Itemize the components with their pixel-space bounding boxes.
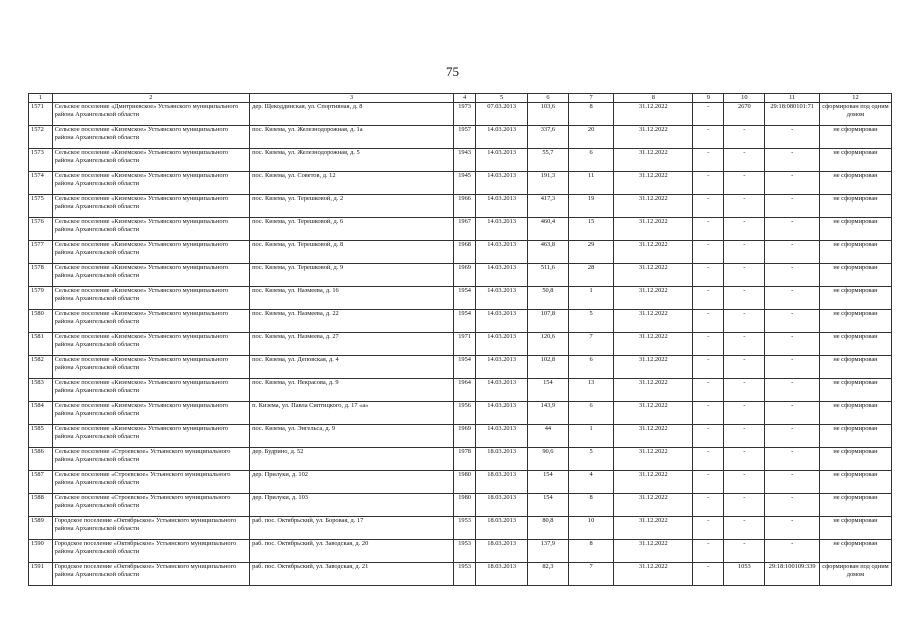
table-cell: дер. Прилуки, д. 102: [250, 471, 454, 494]
table-cell: 55,7: [527, 149, 568, 172]
table-cell: пос. Кизема, ул. Терешковой, д. 8: [250, 241, 454, 264]
table-row: [29, 310, 892, 333]
table-cell: пос. Кизема, ул. Некрасова, д. 9: [250, 379, 454, 402]
table-cell: сформирован под одним домом: [819, 103, 891, 126]
table-cell: Сельское поселение «Киземское» Устьянского муниципального района Архангельской области: [52, 402, 249, 425]
table-row: [29, 379, 892, 402]
table-cell: 120,6: [527, 333, 568, 356]
table-cell: 15: [568, 218, 613, 241]
table-cell: 31.12.2022: [614, 540, 693, 563]
table-cell: 14.03.2013: [476, 402, 527, 425]
table-cell: 5: [568, 310, 613, 333]
column-header: 1: [29, 94, 53, 103]
table-cell: не сформирован: [819, 402, 891, 425]
table-cell: -: [693, 356, 724, 379]
registry-table: [28, 93, 892, 586]
table-cell: не сформирован: [819, 494, 891, 517]
table-cell: Сельское поселение «Киземское» Устьянского муниципального района Архангельской области: [52, 195, 249, 218]
table-cell: 1578: [29, 264, 53, 287]
table-cell: -: [693, 241, 724, 264]
table-cell: 31.12.2022: [614, 425, 693, 448]
table-cell: Сельское поселение «Киземское» Устьянского муниципального района Архангельской области: [52, 218, 249, 241]
table-cell: -: [724, 402, 765, 425]
table-cell: 31.12.2022: [614, 264, 693, 287]
table-cell: не сформирован: [819, 218, 891, 241]
table-cell: 7: [568, 563, 613, 586]
table-cell: -: [693, 402, 724, 425]
table-cell: пос. Кизема, ул. Энгельса, д. 9: [250, 425, 454, 448]
table-cell: 1967: [453, 218, 476, 241]
table-cell: -: [724, 540, 765, 563]
table-cell: пос. Кизема, ул. Железнодорожная, д. 5: [250, 149, 454, 172]
table-cell: 6: [568, 149, 613, 172]
table-cell: раб. пос. Октябрьский, ул. Заводская, д. 21: [250, 563, 454, 586]
table-cell: -: [693, 126, 724, 149]
table-cell: пос. Кизема, ул. Назмеева, д. 27: [250, 333, 454, 356]
table-cell: дер. Будрино, д. 52: [250, 448, 454, 471]
table-cell: пос. Кизема, ул. Железнодорожная, д. 1а: [250, 126, 454, 149]
table-cell: 1572: [29, 126, 53, 149]
table-cell: 14.03.2013: [476, 425, 527, 448]
table-cell: не сформирован: [819, 471, 891, 494]
table-cell: 1576: [29, 218, 53, 241]
table-row: [29, 517, 892, 540]
table-row: [29, 218, 892, 241]
table-cell: -: [724, 264, 765, 287]
table-cell: 6: [568, 356, 613, 379]
table-row: [29, 241, 892, 264]
table-cell: 31.12.2022: [614, 379, 693, 402]
table-cell: 18.03.2013: [476, 494, 527, 517]
table-cell: -: [724, 149, 765, 172]
table-cell: 1980: [453, 494, 476, 517]
table-cell: 31.12.2022: [614, 103, 693, 126]
table-cell: -: [724, 195, 765, 218]
table-cell: п. Кизема, ул. Павла Сиптицкого, д. 17 «а»: [250, 402, 454, 425]
table-cell: 50,8: [527, 287, 568, 310]
table-cell: 417,3: [527, 195, 568, 218]
table-cell: 31.12.2022: [614, 149, 693, 172]
table-cell: 1954: [453, 310, 476, 333]
table-cell: 31.12.2022: [614, 126, 693, 149]
table-cell: 102,8: [527, 356, 568, 379]
table-cell: не сформирован: [819, 149, 891, 172]
table-cell: 107,8: [527, 310, 568, 333]
table-cell: 1587: [29, 471, 53, 494]
table-cell: 8: [568, 103, 613, 126]
table-cell: 463,8: [527, 241, 568, 264]
table-cell: 1980: [453, 471, 476, 494]
table-row: [29, 126, 892, 149]
table-cell: 1583: [29, 379, 53, 402]
table-cell: Сельское поселение «Киземское» Устьянского муниципального района Архангельской области: [52, 241, 249, 264]
table-cell: -: [765, 195, 820, 218]
table-cell: 1591: [29, 563, 53, 586]
table-cell: Сельское поселение «Строевское» Устьянского муниципального района Архангельской области: [52, 494, 249, 517]
table-cell: не сформирован: [819, 310, 891, 333]
table-cell: 103,6: [527, 103, 568, 126]
table-cell: 1957: [453, 126, 476, 149]
table-cell: 137,9: [527, 540, 568, 563]
table-cell: -: [765, 264, 820, 287]
table-cell: не сформирован: [819, 356, 891, 379]
table-cell: -: [765, 540, 820, 563]
table-cell: 10: [568, 517, 613, 540]
table-cell: не сформирован: [819, 333, 891, 356]
table-cell: -: [765, 218, 820, 241]
table-cell: 511,6: [527, 264, 568, 287]
table-cell: 191,3: [527, 172, 568, 195]
column-header: 3: [250, 94, 454, 103]
table-cell: 29:18:100109:339: [765, 563, 820, 586]
table-cell: -: [693, 149, 724, 172]
table-cell: 14.03.2013: [476, 264, 527, 287]
column-header: 6: [527, 94, 568, 103]
table-cell: не сформирован: [819, 425, 891, 448]
table-cell: не сформирован: [819, 517, 891, 540]
table-cell: 18.03.2013: [476, 540, 527, 563]
table-cell: 337,6: [527, 126, 568, 149]
table-cell: не сформирован: [819, 264, 891, 287]
table-cell: 1579: [29, 287, 53, 310]
column-header: 10: [724, 94, 765, 103]
column-header: 8: [614, 94, 693, 103]
table-cell: 18.03.2013: [476, 517, 527, 540]
table-cell: Сельское поселение «Киземское» Устьянского муниципального района Архангельской области: [52, 425, 249, 448]
table-cell: -: [724, 333, 765, 356]
table-cell: Сельское поселение «Строевское» Устьянского муниципального района Архангельской области: [52, 471, 249, 494]
table-cell: -: [693, 425, 724, 448]
table-cell: -: [765, 287, 820, 310]
table-cell: -: [724, 126, 765, 149]
table-cell: Городское поселение «Октябрьское» Устьянского муниципального района Архангельской области: [52, 563, 249, 586]
table-cell: -: [765, 241, 820, 264]
table-cell: -: [724, 241, 765, 264]
table-cell: 14.03.2013: [476, 333, 527, 356]
table-cell: Сельское поселение «Дмитриевское» Устьянского муниципального района Архангельской области: [52, 103, 249, 126]
table-cell: -: [693, 310, 724, 333]
table-cell: 29: [568, 241, 613, 264]
table-cell: 1954: [453, 356, 476, 379]
table-cell: пос. Кизема, ул. Терешковой, д. 9: [250, 264, 454, 287]
table-cell: -: [724, 494, 765, 517]
table-cell: 14.03.2013: [476, 287, 527, 310]
table-row: [29, 356, 892, 379]
table-cell: -: [693, 264, 724, 287]
table-cell: Сельское поселение «Киземское» Устьянского муниципального района Архангельской области: [52, 149, 249, 172]
table-cell: 14.03.2013: [476, 172, 527, 195]
table-row: [29, 264, 892, 287]
table-cell: 1: [568, 425, 613, 448]
table-cell: -: [765, 494, 820, 517]
table-cell: 1590: [29, 540, 53, 563]
table-cell: Сельское поселение «Киземское» Устьянского муниципального района Архангельской области: [52, 356, 249, 379]
table-cell: 154: [527, 379, 568, 402]
column-header: 2: [52, 94, 249, 103]
table-cell: Сельское поселение «Строевское» Устьянского муниципального района Архангельской области: [52, 448, 249, 471]
table-cell: 14.03.2013: [476, 126, 527, 149]
table-cell: 90,6: [527, 448, 568, 471]
table-cell: пос. Кизема, ул. Советов, д. 12: [250, 172, 454, 195]
table-cell: сформирован под одним домом: [819, 563, 891, 586]
table-cell: -: [693, 218, 724, 241]
table-cell: 14.03.2013: [476, 241, 527, 264]
table-cell: 82,3: [527, 563, 568, 586]
table-cell: не сформирован: [819, 448, 891, 471]
table-body: [29, 103, 892, 586]
table-cell: 1969: [453, 264, 476, 287]
table-cell: 1969: [453, 425, 476, 448]
table-cell: 1978: [453, 448, 476, 471]
table-cell: -: [724, 356, 765, 379]
table-cell: не сформирован: [819, 126, 891, 149]
table-cell: 2670: [724, 103, 765, 126]
table-cell: пос. Кизема, ул. Назмеева, д. 22: [250, 310, 454, 333]
table-cell: дер. Прилуки, д. 103: [250, 494, 454, 517]
table-cell: -: [724, 425, 765, 448]
table-cell: 1945: [453, 172, 476, 195]
table-cell: -: [724, 379, 765, 402]
table-cell: -: [765, 402, 820, 425]
column-header: 11: [765, 94, 820, 103]
table-row: [29, 333, 892, 356]
table-cell: раб. пос. Октябрьский, ул. Боровая, д. 17: [250, 517, 454, 540]
table-cell: 1953: [453, 517, 476, 540]
table-row: [29, 172, 892, 195]
table-cell: 14.03.2013: [476, 195, 527, 218]
page-number: 75: [446, 64, 459, 79]
table-cell: 1954: [453, 287, 476, 310]
table-cell: Сельское поселение «Киземское» Устьянского муниципального района Архангельской области: [52, 287, 249, 310]
table-cell: 1973: [453, 103, 476, 126]
table-cell: пос. Кизема, ул. Деповская, д. 4: [250, 356, 454, 379]
table-cell: не сформирован: [819, 540, 891, 563]
table-cell: -: [765, 448, 820, 471]
table-row: [29, 471, 892, 494]
table-cell: 14.03.2013: [476, 218, 527, 241]
table-cell: 1571: [29, 103, 53, 126]
table-cell: дер. Щекоддинская, ул. Спортивная, д. 8: [250, 103, 454, 126]
column-header: 4: [453, 94, 476, 103]
column-header: 7: [568, 94, 613, 103]
table-cell: 28: [568, 264, 613, 287]
table-cell: -: [724, 448, 765, 471]
table-cell: 1953: [453, 563, 476, 586]
table-cell: 1573: [29, 149, 53, 172]
table-cell: 19: [568, 195, 613, 218]
table-cell: 31.12.2022: [614, 333, 693, 356]
table-cell: Сельское поселение «Киземское» Устьянского муниципального района Архангельской области: [52, 310, 249, 333]
table-cell: 1943: [453, 149, 476, 172]
table-cell: Сельское поселение «Киземское» Устьянского муниципального района Архангельской области: [52, 333, 249, 356]
table-cell: -: [724, 172, 765, 195]
table-row: [29, 494, 892, 517]
table-cell: -: [724, 218, 765, 241]
column-number-row: [29, 94, 892, 103]
column-header: 12: [819, 94, 891, 103]
table-cell: 31.12.2022: [614, 517, 693, 540]
table-cell: Сельское поселение «Киземское» Устьянского муниципального района Архангельской области: [52, 264, 249, 287]
table-cell: -: [765, 126, 820, 149]
table-cell: 31.12.2022: [614, 402, 693, 425]
table-cell: -: [693, 540, 724, 563]
table-cell: -: [693, 103, 724, 126]
table-cell: не сформирован: [819, 241, 891, 264]
table-cell: не сформирован: [819, 172, 891, 195]
table-cell: 1575: [29, 195, 53, 218]
table-row: [29, 425, 892, 448]
table-cell: 31.12.2022: [614, 195, 693, 218]
table-cell: -: [724, 310, 765, 333]
table-cell: 11: [568, 172, 613, 195]
table-cell: 18.03.2013: [476, 471, 527, 494]
table-cell: 1956: [453, 402, 476, 425]
table-cell: -: [765, 379, 820, 402]
table-cell: -: [693, 379, 724, 402]
table-cell: -: [693, 195, 724, 218]
table-cell: 14.03.2013: [476, 379, 527, 402]
table-cell: -: [765, 471, 820, 494]
table-row: [29, 195, 892, 218]
table-cell: 20: [568, 126, 613, 149]
table-cell: 5: [568, 448, 613, 471]
table-cell: 1964: [453, 379, 476, 402]
table-cell: 31.12.2022: [614, 494, 693, 517]
table-cell: 1968: [453, 241, 476, 264]
table-cell: 1966: [453, 195, 476, 218]
table-cell: 460,4: [527, 218, 568, 241]
table-row: [29, 287, 892, 310]
table-cell: -: [724, 517, 765, 540]
table-cell: 1574: [29, 172, 53, 195]
table-cell: -: [693, 172, 724, 195]
table-cell: 31.12.2022: [614, 287, 693, 310]
table-cell: 1588: [29, 494, 53, 517]
table-cell: -: [724, 287, 765, 310]
table-cell: -: [693, 563, 724, 586]
table-cell: 18.03.2013: [476, 448, 527, 471]
table-cell: 1585: [29, 425, 53, 448]
table-cell: 13: [568, 379, 613, 402]
table-cell: 31.12.2022: [614, 172, 693, 195]
table-cell: 1: [568, 287, 613, 310]
table-cell: 44: [527, 425, 568, 448]
table-cell: пос. Кизема, ул. Терешковой, д. 6: [250, 218, 454, 241]
table-cell: Сельское поселение «Киземское» Устьянского муниципального района Архангельской области: [52, 379, 249, 402]
table-cell: не сформирован: [819, 379, 891, 402]
table-cell: 31.12.2022: [614, 448, 693, 471]
table-cell: 07.03.2013: [476, 103, 527, 126]
table-cell: 14.03.2013: [476, 149, 527, 172]
table-cell: 154: [527, 494, 568, 517]
table-row: [29, 149, 892, 172]
table-cell: 14.03.2013: [476, 310, 527, 333]
table-cell: -: [693, 287, 724, 310]
table-cell: 18.03.2013: [476, 563, 527, 586]
table-cell: 31.12.2022: [614, 218, 693, 241]
table-cell: -: [724, 471, 765, 494]
table-cell: Городское поселение «Октябрьское» Устьянского муниципального района Архангельской области: [52, 517, 249, 540]
column-header: 9: [693, 94, 724, 103]
table-cell: не сформирован: [819, 287, 891, 310]
table-cell: 1582: [29, 356, 53, 379]
table-cell: 31.12.2022: [614, 310, 693, 333]
table-cell: 1580: [29, 310, 53, 333]
table-cell: 154: [527, 471, 568, 494]
table-row: [29, 563, 892, 586]
table-cell: 1581: [29, 333, 53, 356]
table-cell: 1577: [29, 241, 53, 264]
table-cell: 31.12.2022: [614, 471, 693, 494]
column-header: 5: [476, 94, 527, 103]
table-cell: -: [693, 471, 724, 494]
table-cell: 143,9: [527, 402, 568, 425]
table-cell: пос. Кизема, ул. Назмеева, д. 16: [250, 287, 454, 310]
table-row: [29, 402, 892, 425]
table-cell: 1589: [29, 517, 53, 540]
table-cell: Сельское поселение «Киземское» Устьянского муниципального района Архангельской области: [52, 172, 249, 195]
table-cell: -: [765, 333, 820, 356]
table-cell: 4: [568, 471, 613, 494]
table-cell: 31.12.2022: [614, 241, 693, 264]
table-cell: Сельское поселение «Киземское» Устьянского муниципального района Архангельской области: [52, 126, 249, 149]
table-cell: 6: [568, 402, 613, 425]
table-cell: -: [765, 310, 820, 333]
table-row: [29, 448, 892, 471]
table-cell: 1586: [29, 448, 53, 471]
table-cell: -: [765, 172, 820, 195]
table-cell: 14.03.2013: [476, 356, 527, 379]
table-cell: 8: [568, 494, 613, 517]
table-cell: -: [693, 333, 724, 356]
table-cell: -: [693, 494, 724, 517]
table-cell: 1971: [453, 333, 476, 356]
table-cell: 29:18:080101:71: [765, 103, 820, 126]
table-cell: -: [765, 425, 820, 448]
table-cell: 31.12.2022: [614, 563, 693, 586]
table-cell: 31.12.2022: [614, 356, 693, 379]
table-cell: 1953: [453, 540, 476, 563]
table-cell: раб. пос. Октябрьский, ул. Заводская, д. 20: [250, 540, 454, 563]
table-cell: 7: [568, 333, 613, 356]
table-cell: -: [765, 517, 820, 540]
table-cell: 8: [568, 540, 613, 563]
table-cell: 1053: [724, 563, 765, 586]
table-cell: 1584: [29, 402, 53, 425]
table-cell: не сформирован: [819, 195, 891, 218]
table-row: [29, 103, 892, 126]
table-cell: -: [765, 356, 820, 379]
table-cell: Городское поселение «Октябрьское» Устьянского муниципального района Архангельской области: [52, 540, 249, 563]
table-cell: -: [693, 448, 724, 471]
table-cell: 80,8: [527, 517, 568, 540]
table-cell: пос. Кизема, ул. Терешковой, д. 2: [250, 195, 454, 218]
table-row: [29, 540, 892, 563]
table-cell: -: [765, 149, 820, 172]
table-cell: -: [693, 517, 724, 540]
